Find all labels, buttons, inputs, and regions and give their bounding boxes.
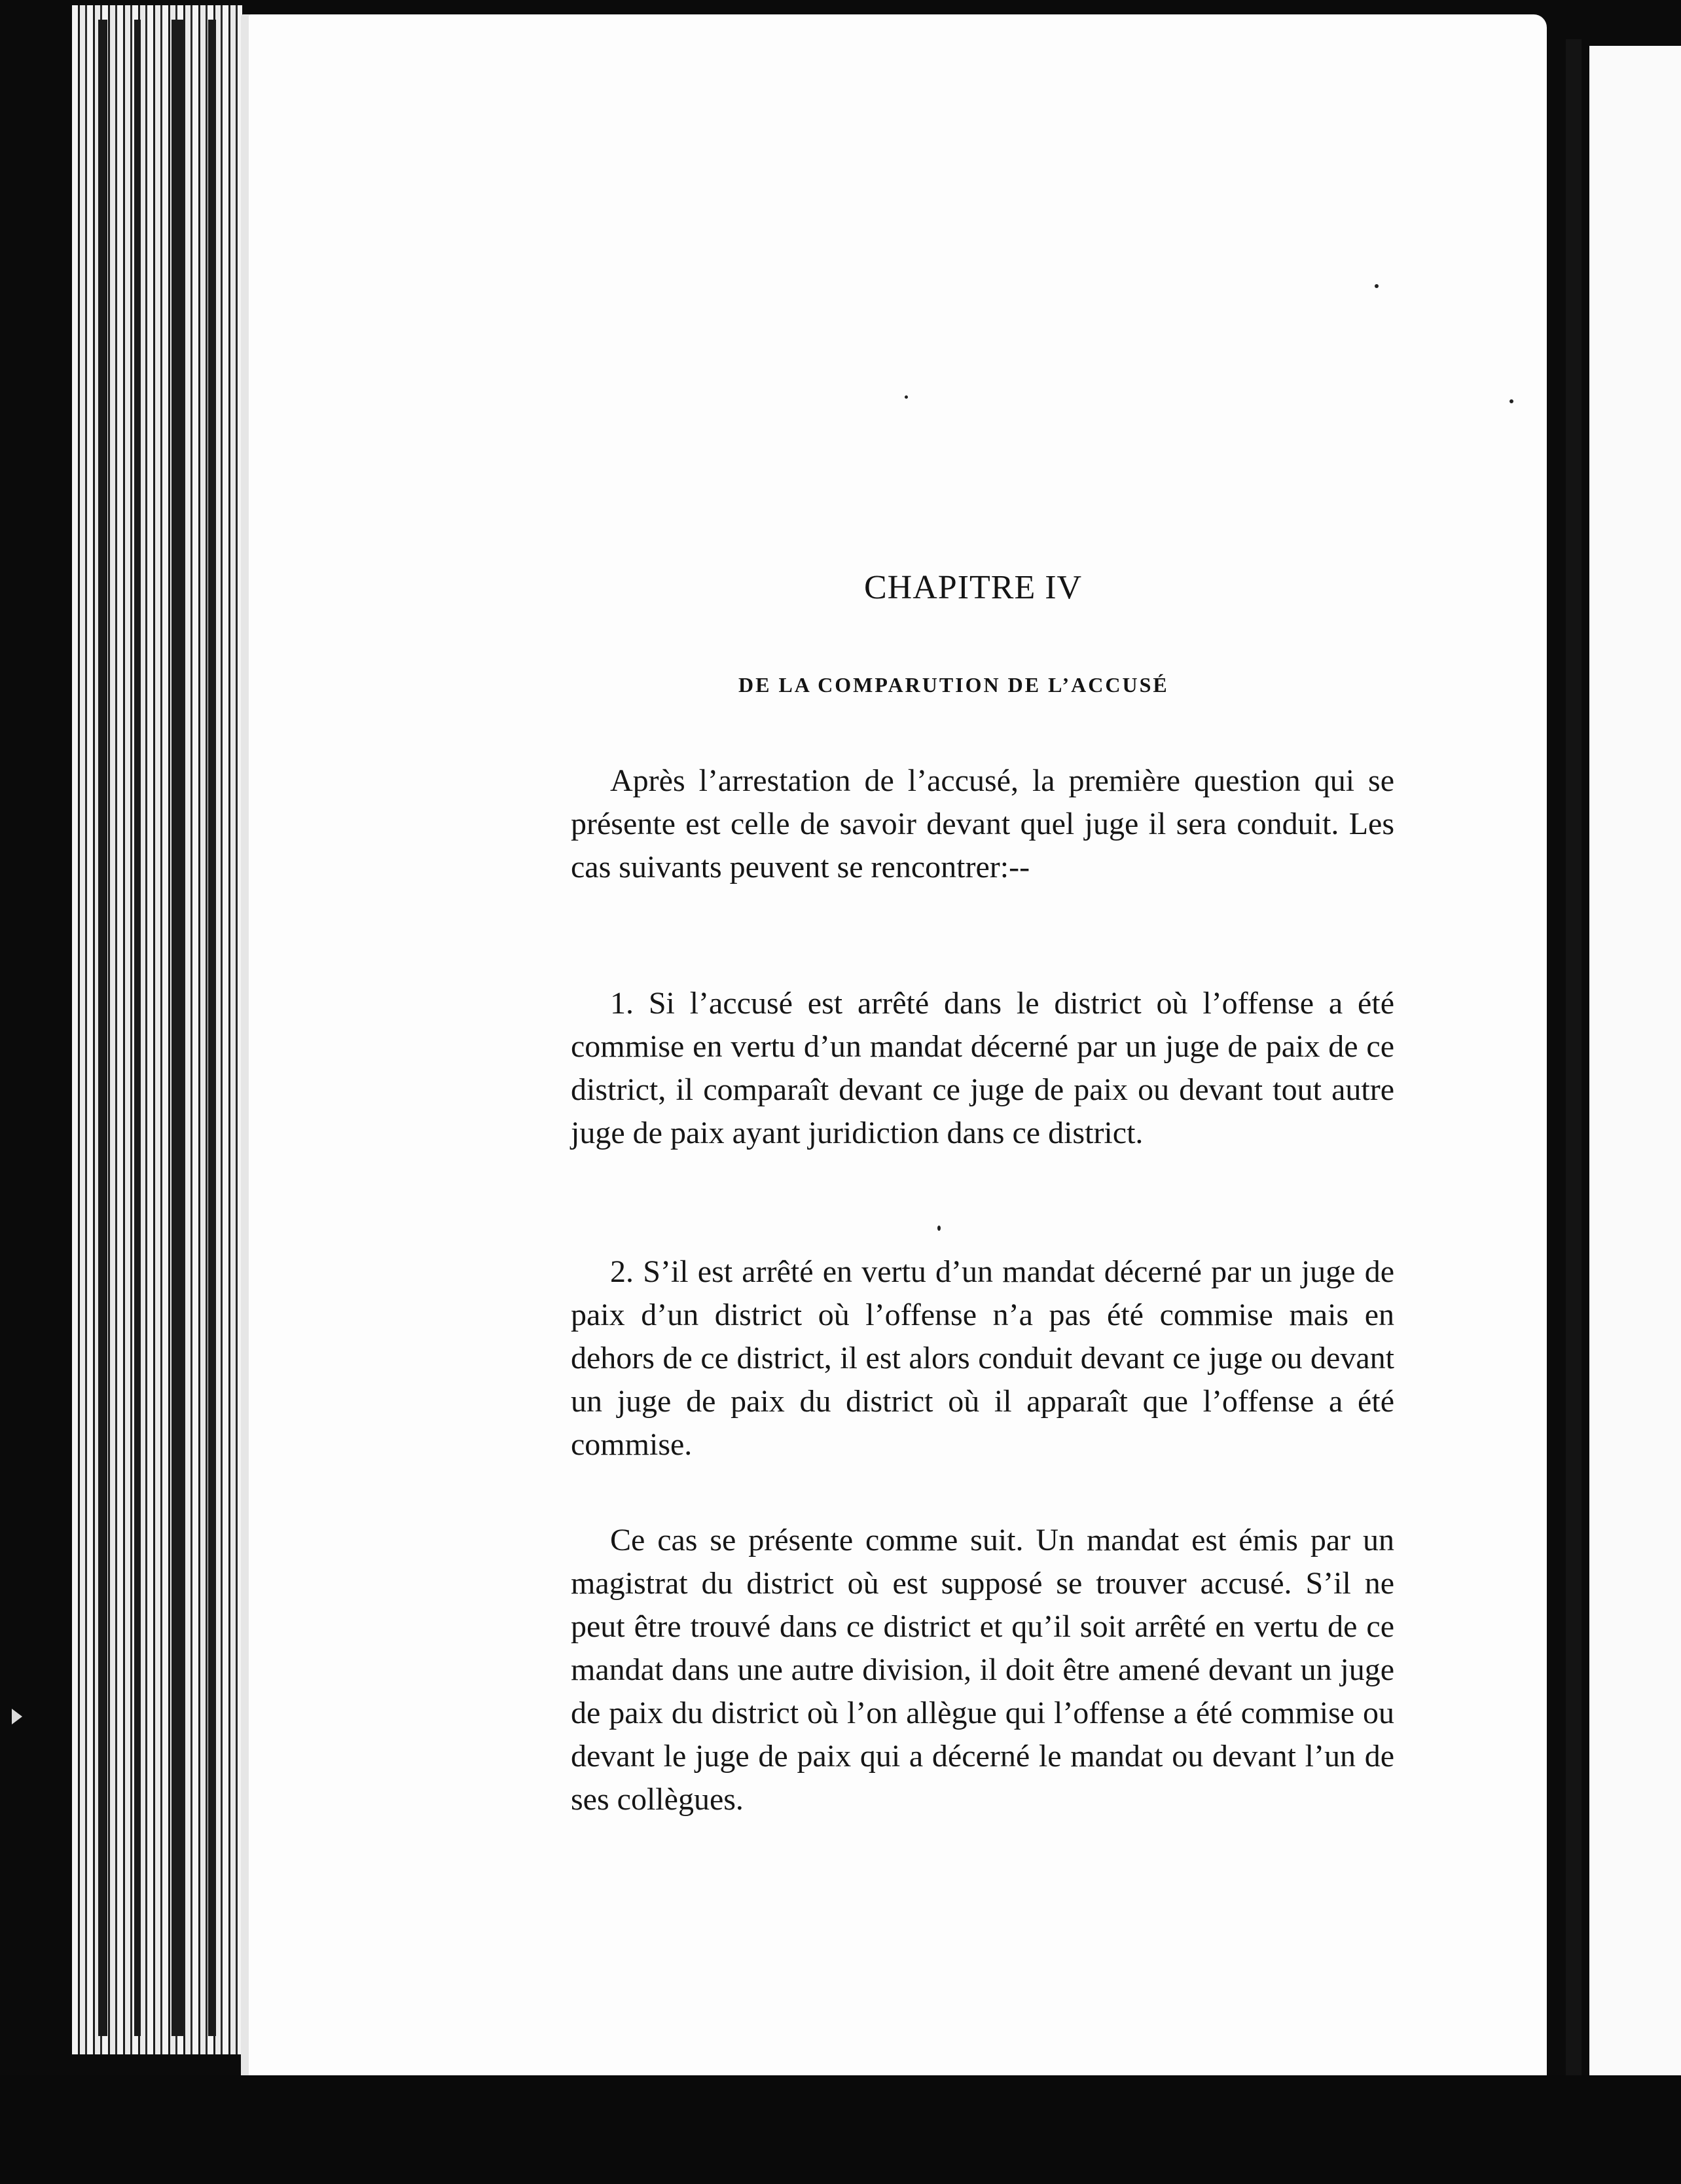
scan-speck [905,395,908,399]
scan-speck [937,1226,941,1231]
margin-mark [12,1709,22,1724]
edge-shadow [134,20,141,2036]
paragraph-case-1: 1. Si l’accusé est arrêté dans le district où l’offense a été commise en vertu d’un mandat décerné par un juge de paix de ce district, il comparaît devant ce juge de paix ou devant tout autre juge de paix ayant juridiction dans ce district. [571,986,1394,1150]
scan-background [0,2075,1681,2184]
edge-shadow [98,20,107,2036]
chapter-title: CHAPITRE IV [864,569,1083,606]
paragraph-intro: Après l’arrestation de l’accusé, la première question qui se présente est celle de savoir devant quel juge il sera conduit. Les cas suivants peuvent se rencontrer:-- [571,763,1394,884]
facing-page-edge [1589,46,1681,2184]
edge-shadow [172,20,183,2036]
edge-shadow [208,20,216,2036]
scan-speck [1509,399,1513,403]
gutter-shadow [1566,39,1582,2082]
chapter-subtitle: DE LA COMPARUTION DE L’ACCUSÉ [738,673,1169,697]
paragraph-explanation: Ce cas se présente comme suit. Un mandat est émis par un magistrat du district où est supposé se trouver accusé. S’il ne peut être trouvé dans ce district et qu’il soit arrêté en vertu de ce mandat dans une autre division, il doit être amené devant un juge de paix du district où l’on allègue qui l’offense a été commise ou devant le juge de paix qui a décerné le mandat ou devant l’un de ses collègues. [571,1523,1394,1817]
page-edges [72,5,242,2054]
scan-speck [1375,284,1379,288]
paragraph-case-2: 2. S’il est arrêté en vertu d’un mandat décerné par un juge de paix d’un district où l’offense n’a pas été commise mais en dehors de ce district, il est alors conduit devant ce juge ou devant un juge de paix du district où il apparaît que l’offense a été commise. [571,1254,1394,1462]
